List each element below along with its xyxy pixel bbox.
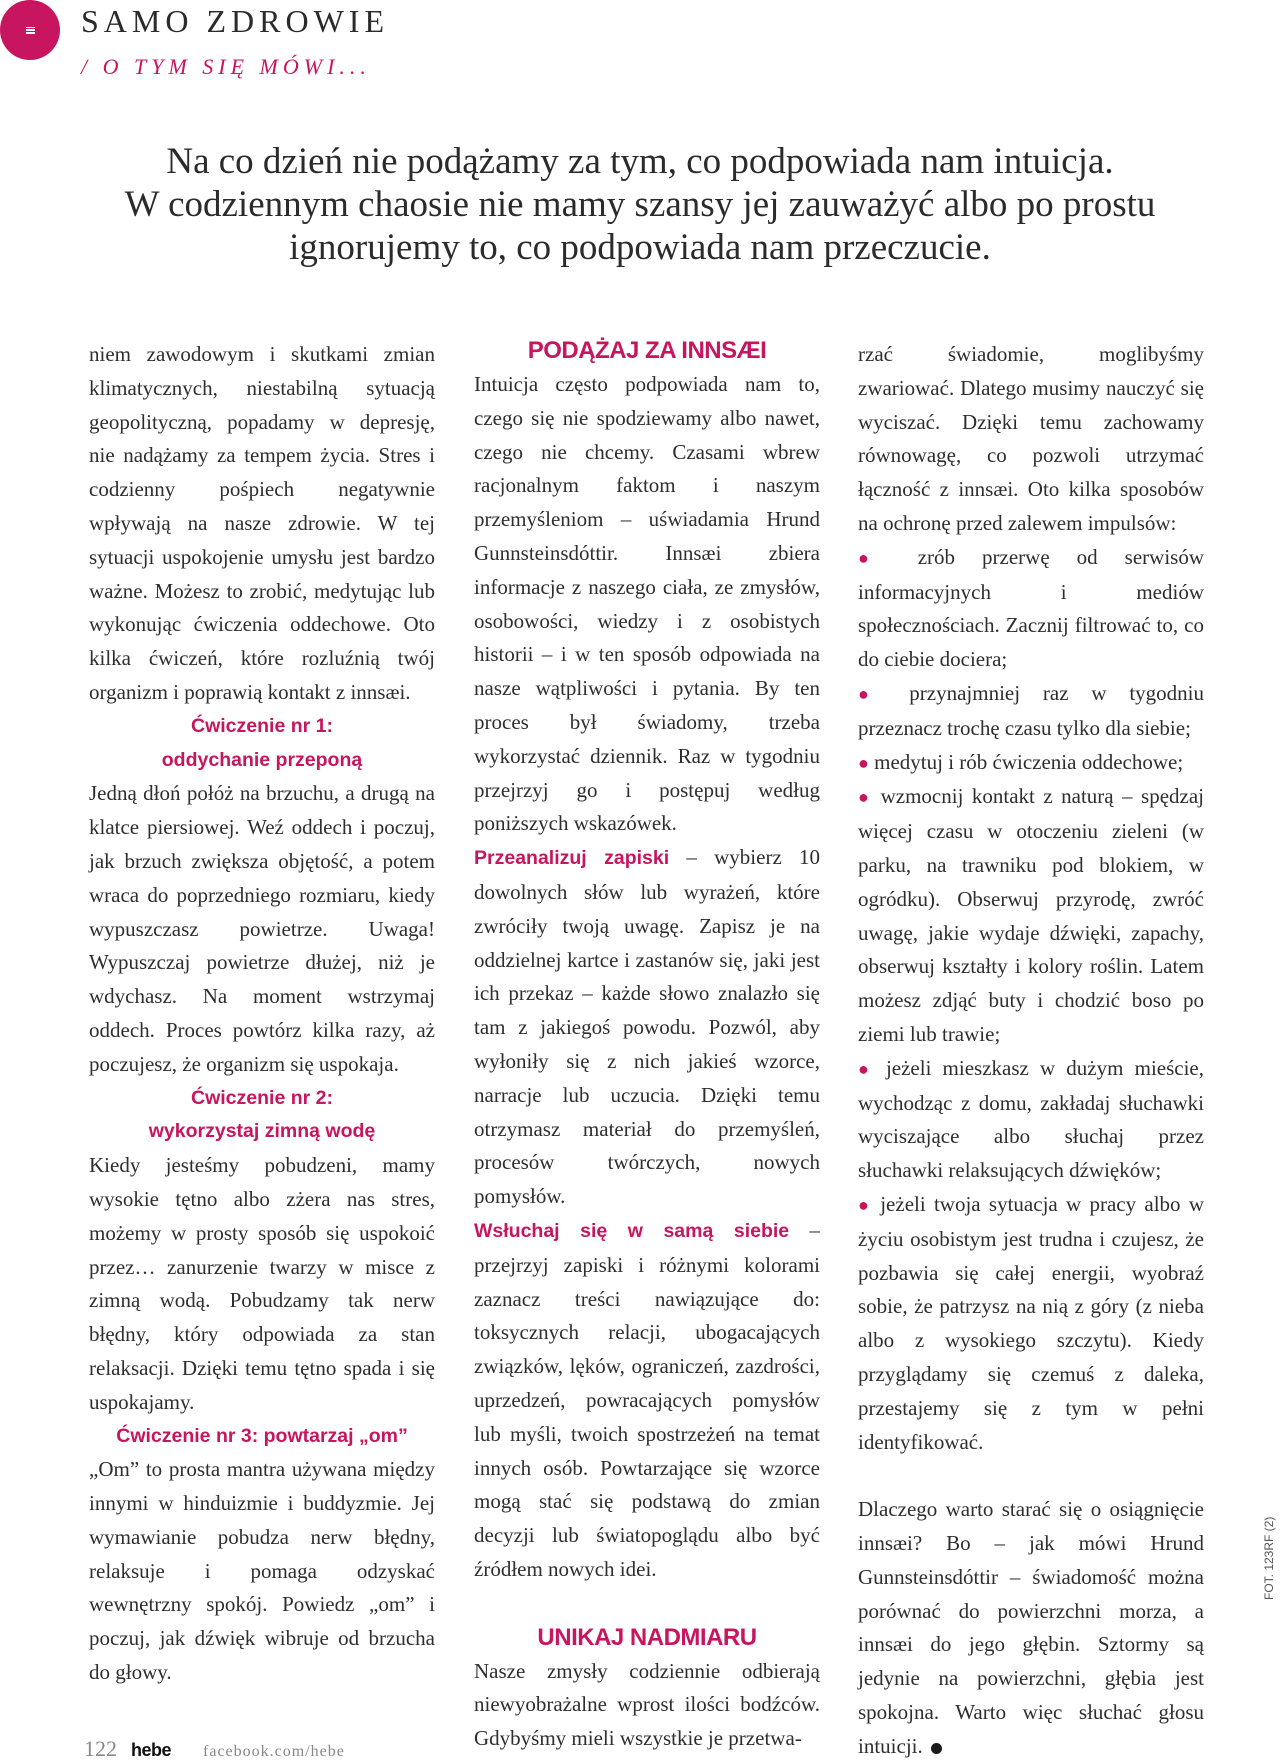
bullet-dot-icon: ●	[858, 683, 887, 704]
menu-icon	[26, 27, 35, 34]
section-subtitle: / O TYM SIĘ MÓWI...	[81, 54, 371, 79]
bullet-text: wzmocnij kontakt z naturą – spędzaj więcej czasu w otoczeniu zieleni (w parku, na trawniku pod blokiem, w ogródku). Obserwuj przyrodę, zwróć uwagę, jakie wydaje dźwięki, zapachy, obserwuj kształty i kolory roślin. Latem możesz zdjąć buty i chodzić boso po ziemi lub trawie;	[858, 784, 1205, 1046]
exercise-2-text: Kiedy jesteśmy pobudzeni, mamy wysokie tętno albo zżera nas stres, możemy w prosty sposób się uspokoić przez… zanurzenie twarzy w misce z zimną wodą. Pobudzamy tak nerw błędny, który odpowiada za stan relaksacji. Dzięki temu tętno spada i się uspokajamy.	[89, 1153, 435, 1414]
keyword-listen: Wsłuchaj się w samą siebie	[474, 1219, 790, 1242]
bullet-dot-icon: ●	[858, 1194, 872, 1215]
paragraph-gap	[858, 1459, 1204, 1493]
bullet-dot-icon: ●	[858, 547, 891, 568]
keyword-analyze: Przeanalizuj zapiski	[474, 847, 670, 870]
bullet-item	[858, 1188, 1204, 1459]
continue-paragraph: rzać świadomie, moglibyśmy zwariować. Dlatego musimy nauczyć się wyciszać. Dzięki temu zachowamy równowagę, co pozwoli utrzymać łączność z innsæi. Oto kilka sposobów na ochronę przed zalewem impulsów:	[858, 342, 1204, 535]
column-1	[89, 338, 435, 1690]
photo-credit: FOT. 123RF (2)	[1262, 1516, 1276, 1600]
bullet-text: zrób przerwę od serwisów informacyjnych i mediów społecznościach. Zacznij filtrować to, co do ciebie dociera;	[858, 544, 1205, 672]
bullet-dot-icon: ●	[858, 1058, 875, 1079]
listen-paragraph	[474, 1214, 820, 1587]
intro-paragraph: niem zawodowym i skutkami zmian klimatycznych, niestabilną sytuacją geopolityczną, popadamy w depresję, nie nadążamy za tempem życia. Stres i codzienny pośpiech negatywnie wpływają na nasze zdrowie. W tej sytuacji uspokojenie umysłu jest bardzo ważne. Możesz to zrobić, medytując lub wykonując ćwiczenia oddechowe. Oto kilka ćwiczeń, które rozluźnią twój organizm i poprawią kontakt z innsæi.	[89, 342, 435, 704]
column-3	[858, 338, 1204, 1764]
avoid-paragraph: Nasze zmysły codziennie odbierają niewyobrażalne wprost ilości bodźców. Gdybyśmy mieli wszystkie je przetwa-	[474, 1658, 820, 1751]
bullet-item	[858, 677, 1204, 746]
lead-paragraph	[60, 140, 1220, 269]
bullet-item	[858, 1052, 1204, 1188]
footer	[84, 1736, 345, 1762]
exercise-2-title-b: wykorzystaj zimną wodę	[148, 1120, 376, 1143]
exercise-3-text: „Om” to prosta mantra używana między innymi w hinduizmie i buddyzmie. Jej wymawianie pobudza nerw błędny, relaksuje i pomaga odzyskać wewnętrzny spokój. Powiedz „om” i poczuj, jak dźwięk wibruje od brzucha do głowy.	[89, 1457, 435, 1685]
closing-paragraph	[858, 1493, 1204, 1763]
lead-line-3: ignorujemy to, co podpowiada nam przeczucie.	[289, 227, 991, 268]
end-mark-icon	[931, 1743, 942, 1754]
footer-link[interactable]: facebook.com/hebe	[203, 1743, 345, 1760]
bullet-text: medytuj i rób ćwiczenia oddechowe;	[874, 749, 1184, 774]
closing-text: Dlaczego warto starać się o osiągnięcie innsæi? Bo – jak mówi Hrund Gunnsteinsdóttir – świadomość można porównać do powierzchni morza, a innsæi do jego głębin. Sztormy są jedynie na powierzchni, głębia jest spokojna. Warto więc słuchać głosu intuicji.	[858, 1497, 1204, 1758]
bullet-item	[858, 780, 1204, 1051]
lead-line-2: W codziennym chaosie nie mamy szansy jej zauważyć albo po prostu	[124, 184, 1156, 225]
bullet-text: jeżeli twoja sytuacja w pracy albo w życiu osobistym jest trudna i czujesz, że pozbawia się całej energii, wyobraź sobie, że patrzysz na nią z góry (z nieba albo z wysokiego szczytu). Kiedy przyglądamy się czemuś z daleka, przestajemy się z tym w pełni identyfikować.	[858, 1191, 1205, 1454]
bullet-dot-icon: ●	[858, 752, 869, 773]
follow-paragraph: Intuicja często podpowiada nam to, czego się nie spodziewamy albo nawet, czego nie chcemy. Czasami wbrew racjonalnym faktom i naszym przemyśleniom – uświadamia Hrund Gunnsteinsdóttir. Innsæi zbiera informacje z naszego ciała, ze zmysłów, osobowości, wiedzy i z osobistych historii – i w ten sposób odpowiada na nasze wątpliwości i pytania. By ten proces był świadomy, trzeba wykorzystać dziennik. Raz w tygodniu przejrzyj go i postępuj według poniższych wskazówek.	[474, 372, 820, 836]
exercise-3-title: Ćwiczenie nr 3: powtarzaj „om”	[116, 1424, 408, 1447]
listen-text: – przejrzyj zapiski i różnymi kolorami zaznacz treści nawiązujące do: toksycznych relacji, ubogacających związków, lęków, ograniczeń, zazdrości, uprzedzeń, powracających pomysłów lub myśli, twoich spostrzeżeń na temat innych osób. Powtarzające się wzorce mogą stać się podstawą do zmian decyzji lub światopoglądu albo być źródłem nowych idei.	[474, 1217, 820, 1581]
bullet-item	[858, 541, 1204, 677]
brand-logo: hebe	[131, 1740, 172, 1760]
column-2	[474, 338, 820, 1756]
section-title: SAMO ZDROWIE	[81, 3, 389, 39]
heading-avoid-excess: UNIKAJ NADMIARU	[537, 1623, 757, 1651]
section-badge	[0, 0, 60, 60]
exercise-1-title-b: oddychanie przeponą	[161, 748, 363, 771]
analyze-paragraph	[474, 841, 820, 1214]
bullet-dot-icon: ●	[858, 787, 873, 808]
bullet-item	[858, 746, 1204, 781]
heading-follow-innsaei: PODĄŻAJ ZA INNSÆI	[527, 337, 767, 364]
lead-line-1: Na co dzień nie podążamy za tym, co podpowiada nam intuicja.	[166, 141, 1114, 182]
exercise-1-title-a: Ćwiczenie nr 1:	[191, 714, 333, 737]
page-number: 122	[84, 1736, 117, 1761]
analyze-text: – wybierz 10 dowolnych słów lub wyrażeń, które zwróciły twoją uwagę. Zapisz je na oddzielnej kartce i zastanów się, jaki jest ich przekaz – każde słowo znalazło się tam z jakiegoś powodu. Pozwól, aby wyłoniły się z nich jakieś wzorce, narracje lub uczucia. Dzięki temu otrzymasz materiał do przemyśleń, procesów twórczych, nowych pomysłów.	[474, 845, 821, 1209]
exercise-1-text: Jedną dłoń połóż na brzuchu, a drugą na klatce piersiowej. Weź oddech i poczuj, jak brzuch zwiększa objętość, a potem wraca do poprzedniego rozmiaru, kiedy wypuszczasz powietrze. Uwaga! Wypuszczaj powietrze dłużej, niż je wdychasz. Na moment wstrzymaj oddech. Proces powtórz kilka razy, aż poczujesz, że organizm się uspokaja.	[89, 781, 435, 1076]
bullet-text: przynajmniej raz w tygodniu przeznacz trochę czasu tylko dla siebie;	[858, 680, 1205, 740]
bullet-text: jeżeli mieszkasz w dużym mieście, wychodząc z domu, zakładaj słuchawki wyciszające albo słuchaj przez słuchawki relaksujących dźwięków;	[858, 1055, 1205, 1183]
exercise-2-title-a: Ćwiczenie nr 2:	[191, 1086, 333, 1109]
